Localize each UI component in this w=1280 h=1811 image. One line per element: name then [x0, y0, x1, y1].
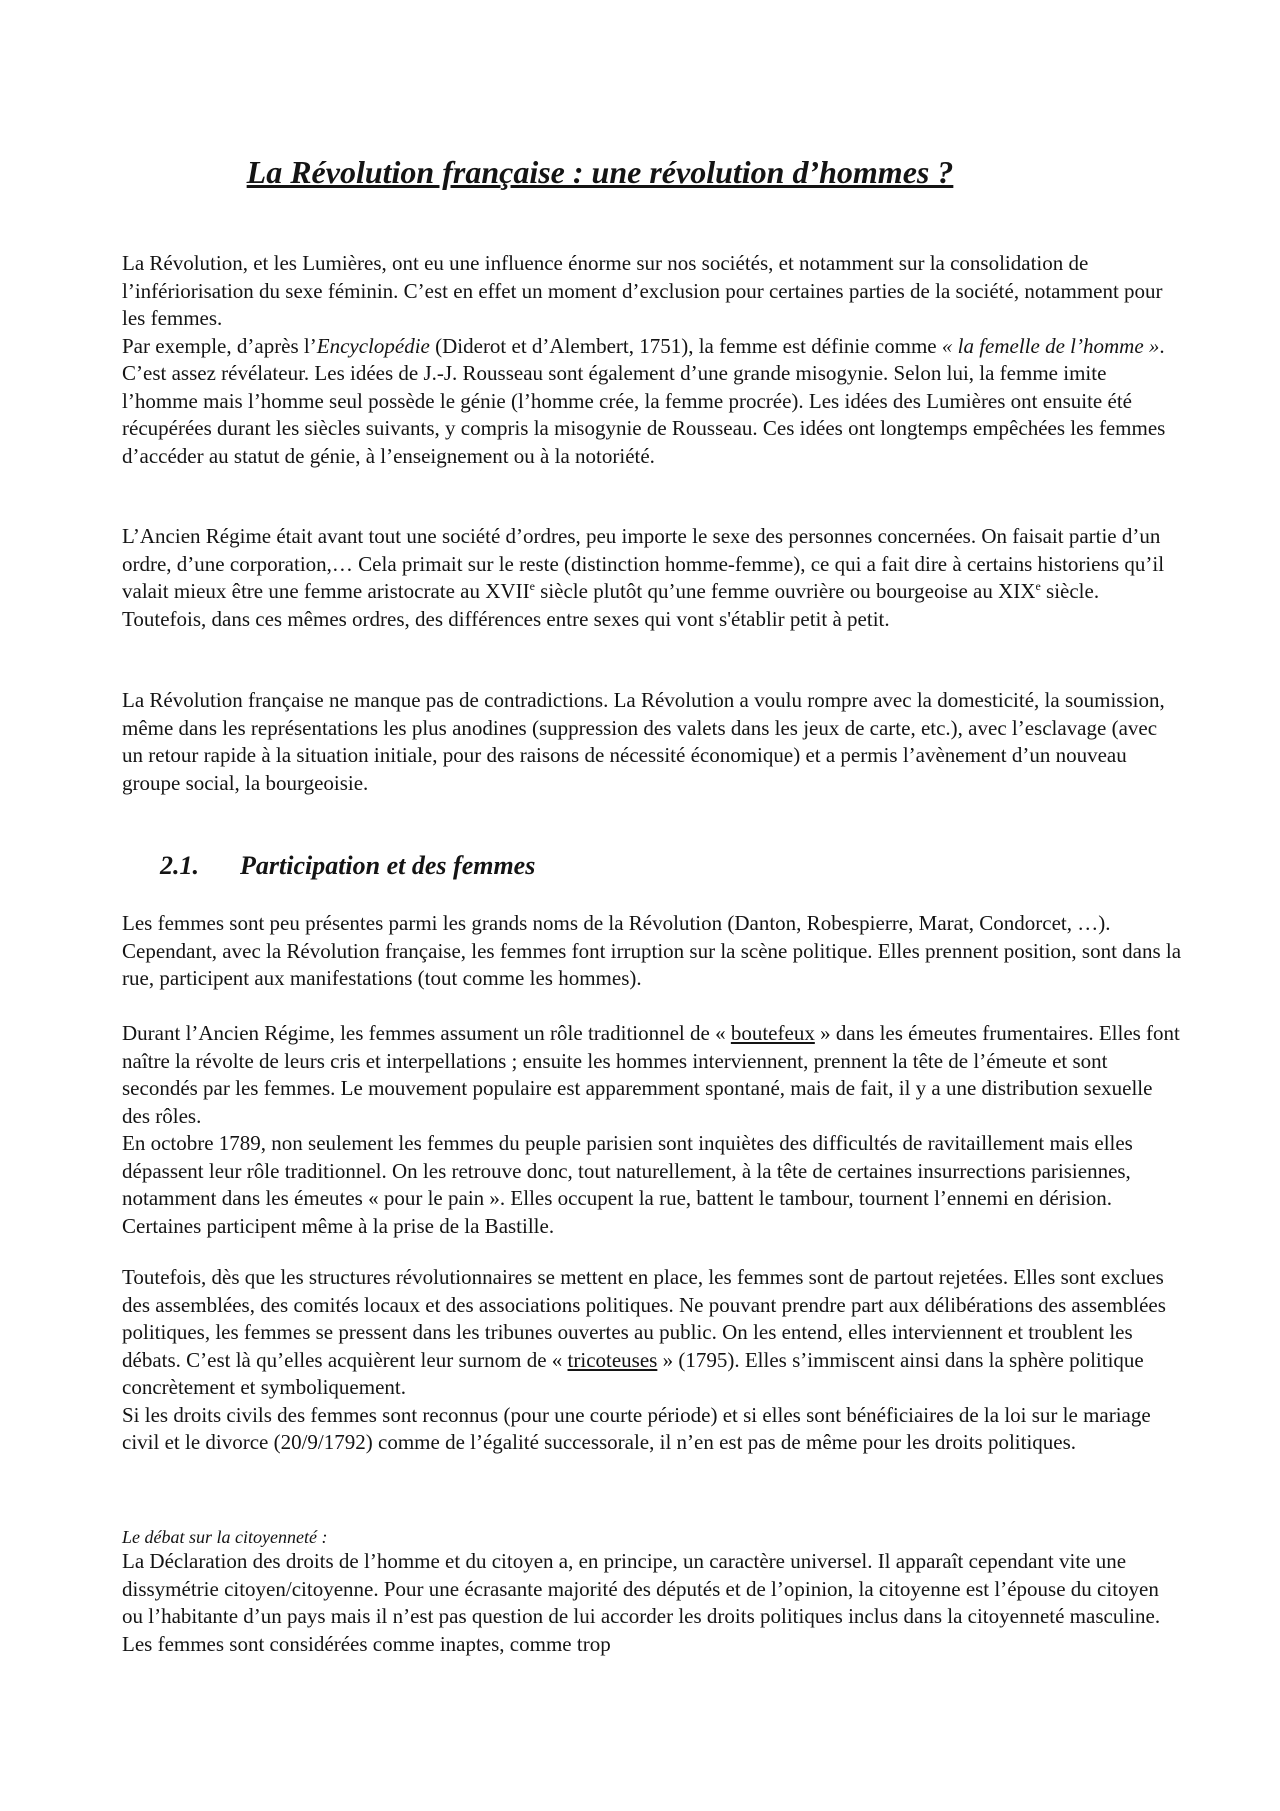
- tricoteuses-term: tricoteuses: [567, 1347, 658, 1372]
- ancien-regime-section: [122, 523, 1182, 633]
- participation-paragraph-2: [122, 1020, 1182, 1130]
- participation-paragraph-1: Les femmes sont peu présentes parmi les grands noms de la Révolution (Danton, Robespierre, Marat, Condorcet, …). Cependant, avec la Révolution française, les femmes font irruption sur la scène politique. Elles prennent position, sont dans la rue, participent aux manifestations (tout comme les hommes).: [122, 911, 1182, 990]
- intro-p2-text-b: (Diderot et d’Alembert, 1751), la femme est définie comme: [429, 333, 942, 358]
- encyclopedie-title: Encyclopédie: [316, 333, 430, 358]
- intro-p2-text-c: . C’est assez révélateur. Les idées de J.-J. Rousseau sont également d’une grande misogynie. Selon lui, la femme imite l’homme mais l’homme seul possède le génie (l’homme crée, la femme procrée). Les idées des Lumières ont ensuite été récupérées durant les siècles suivants, y compris la misogynie de Rousseau. Ces idées ont longtemps empêchées les femmes d’accéder au statut de génie, à l’enseignement ou à la notoriété.: [122, 333, 1166, 468]
- exclusion-paragraph-1: [122, 1264, 1182, 1402]
- superscript-e: e: [1035, 579, 1041, 593]
- intro-p2-text-a: Par exemple, d’après l’: [122, 333, 317, 358]
- tricoteuses-text-a: Toutefois, dès que les structures révolutionnaires se mettent en place, les femmes sont de partout rejetées. Elles sont exclues des assemblées, des comités locaux et des associations politiques. Ne pouvant prendre part aux délibérations des assemblées politiques, les femmes se pressent dans les tribunes ouvertes au public. On les entend, elles interviennent et troublent les débats. C’est là qu’elles acquièrent leur surnom de «: [122, 1265, 1166, 1372]
- ancien-regime-text-a: L’Ancien Régime était avant tout une société d’ordres, peu importe le sexe des personnes concernées. On faisait partie d’un ordre, d’une corporation,… Cela primait sur le reste (distinction homme-femme), ce qui a fait dire à certains historiens qu’il valait mieux être une femme aristocrate au XVII: [122, 524, 1165, 603]
- citoyennete-section: [122, 1548, 1182, 1658]
- contradictions-paragraph: La Révolution française ne manque pas de contradictions. La Révolution a voulu rompre avec la domesticité, la soumission, même dans les représentations les plus anodines (suppression des valets dans les jeux de carte, etc.), avec l’esclavage (avec un retour rapide à la situation initiale, pour des raisons de nécessité économique) et a permis l’avènement d’un nouveau groupe social, la bourgeoisie.: [122, 688, 1165, 795]
- ancien-regime-paragraph-1: [122, 523, 1182, 606]
- intro-section: [122, 250, 1182, 470]
- exclusion-paragraph-2: Si les droits civils des femmes sont reconnus (pour une courte période) et si elles sont bénéficiaires de la loi sur le mariage civil et le divorce (20/9/1792) comme de l’égalité successorale, il n’en est pas de même pour les droits politiques.: [122, 1402, 1151, 1454]
- boutefeux-text-a: Durant l’Ancien Régime, les femmes assument un rôle traditionnel de «: [122, 1021, 731, 1045]
- tricoteuses-text-b: » (1795). Elles s’immiscent ainsi dans la sphère politique concrètement et symboliquement.: [122, 1347, 1144, 1399]
- participation-intro: [122, 910, 1182, 993]
- femelle-quote: « la femelle de l’homme »: [941, 333, 1160, 358]
- section-title: Participation et des femmes: [240, 851, 536, 880]
- intro-paragraph-1: La Révolution, et les Lumières, ont eu une influence énorme sur nos sociétés, et notamment sur la consolidation de l’infériorisation du sexe féminin. C’est en effet un moment d’exclusion pour certaines parties de la société, notamment pour les femmes.: [122, 251, 1163, 330]
- citoyennete-heading: Le débat sur la citoyenneté :: [122, 1527, 328, 1547]
- section-number: 2.1.: [160, 851, 199, 880]
- ancien-regime-text-b: siècle plutôt qu’une femme ouvrière ou bourgeoise au XIX: [534, 579, 1036, 603]
- citoyennete-paragraph: La Déclaration des droits de l’homme et du citoyen a, en principe, un caractère universel. Il apparaît cependant vite une dissymétrie citoyen/citoyenne. Pour une écrasante majorité des députés et de l’opinion, la citoyenne est l’épouse du citoyen ou l’habitante d’un pays mais il n’est pas question de lui accorder les droits politiques inclus dans la citoyenneté masculine. Les femmes sont considérées comme inaptes, comme trop: [122, 1549, 1161, 1656]
- contradictions-section: [122, 687, 1182, 797]
- participation-roles: [122, 1020, 1182, 1240]
- exclusion-section: [122, 1264, 1182, 1457]
- ancien-regime-paragraph-2: Toutefois, dans ces mêmes ordres, des différences entre sexes qui vont s'établir petit à petit.: [122, 606, 890, 631]
- participation-paragraph-3: En octobre 1789, non seulement les femmes du peuple parisien sont inquiètes des difficultés de ravitaillement mais elles dépassent leur rôle traditionnel. On les retrouve donc, tout naturellement, à la tête de certaines insurrections parisiennes, notamment dans les émeutes « pour le pain ». Elles occupent la rue, battent le tambour, tournent l’ennemi en dérision. Certaines participent même à la prise de la Bastille.: [122, 1131, 1133, 1238]
- ancien-regime-text-c: siècle.: [1040, 579, 1100, 603]
- document-title: La Révolution française : une révolution d’hommes ?: [246, 154, 954, 190]
- intro-paragraph-2: [122, 333, 1182, 471]
- boutefeux-term: boutefeux: [730, 1021, 815, 1045]
- superscript-e: e: [529, 579, 535, 593]
- section-heading: [160, 850, 535, 882]
- boutefeux-text-b: » dans les émeutes frumentaires. Elles font naître la révolte de leurs cris et interpellations ; ensuite les hommes interviennent, prennent la tête de l’émeute et sont secondés par les femmes. Le mouvement populaire est apparemment spontané, mais de fait, il y a une distribution sexuelle des rôles.: [122, 1021, 1180, 1128]
